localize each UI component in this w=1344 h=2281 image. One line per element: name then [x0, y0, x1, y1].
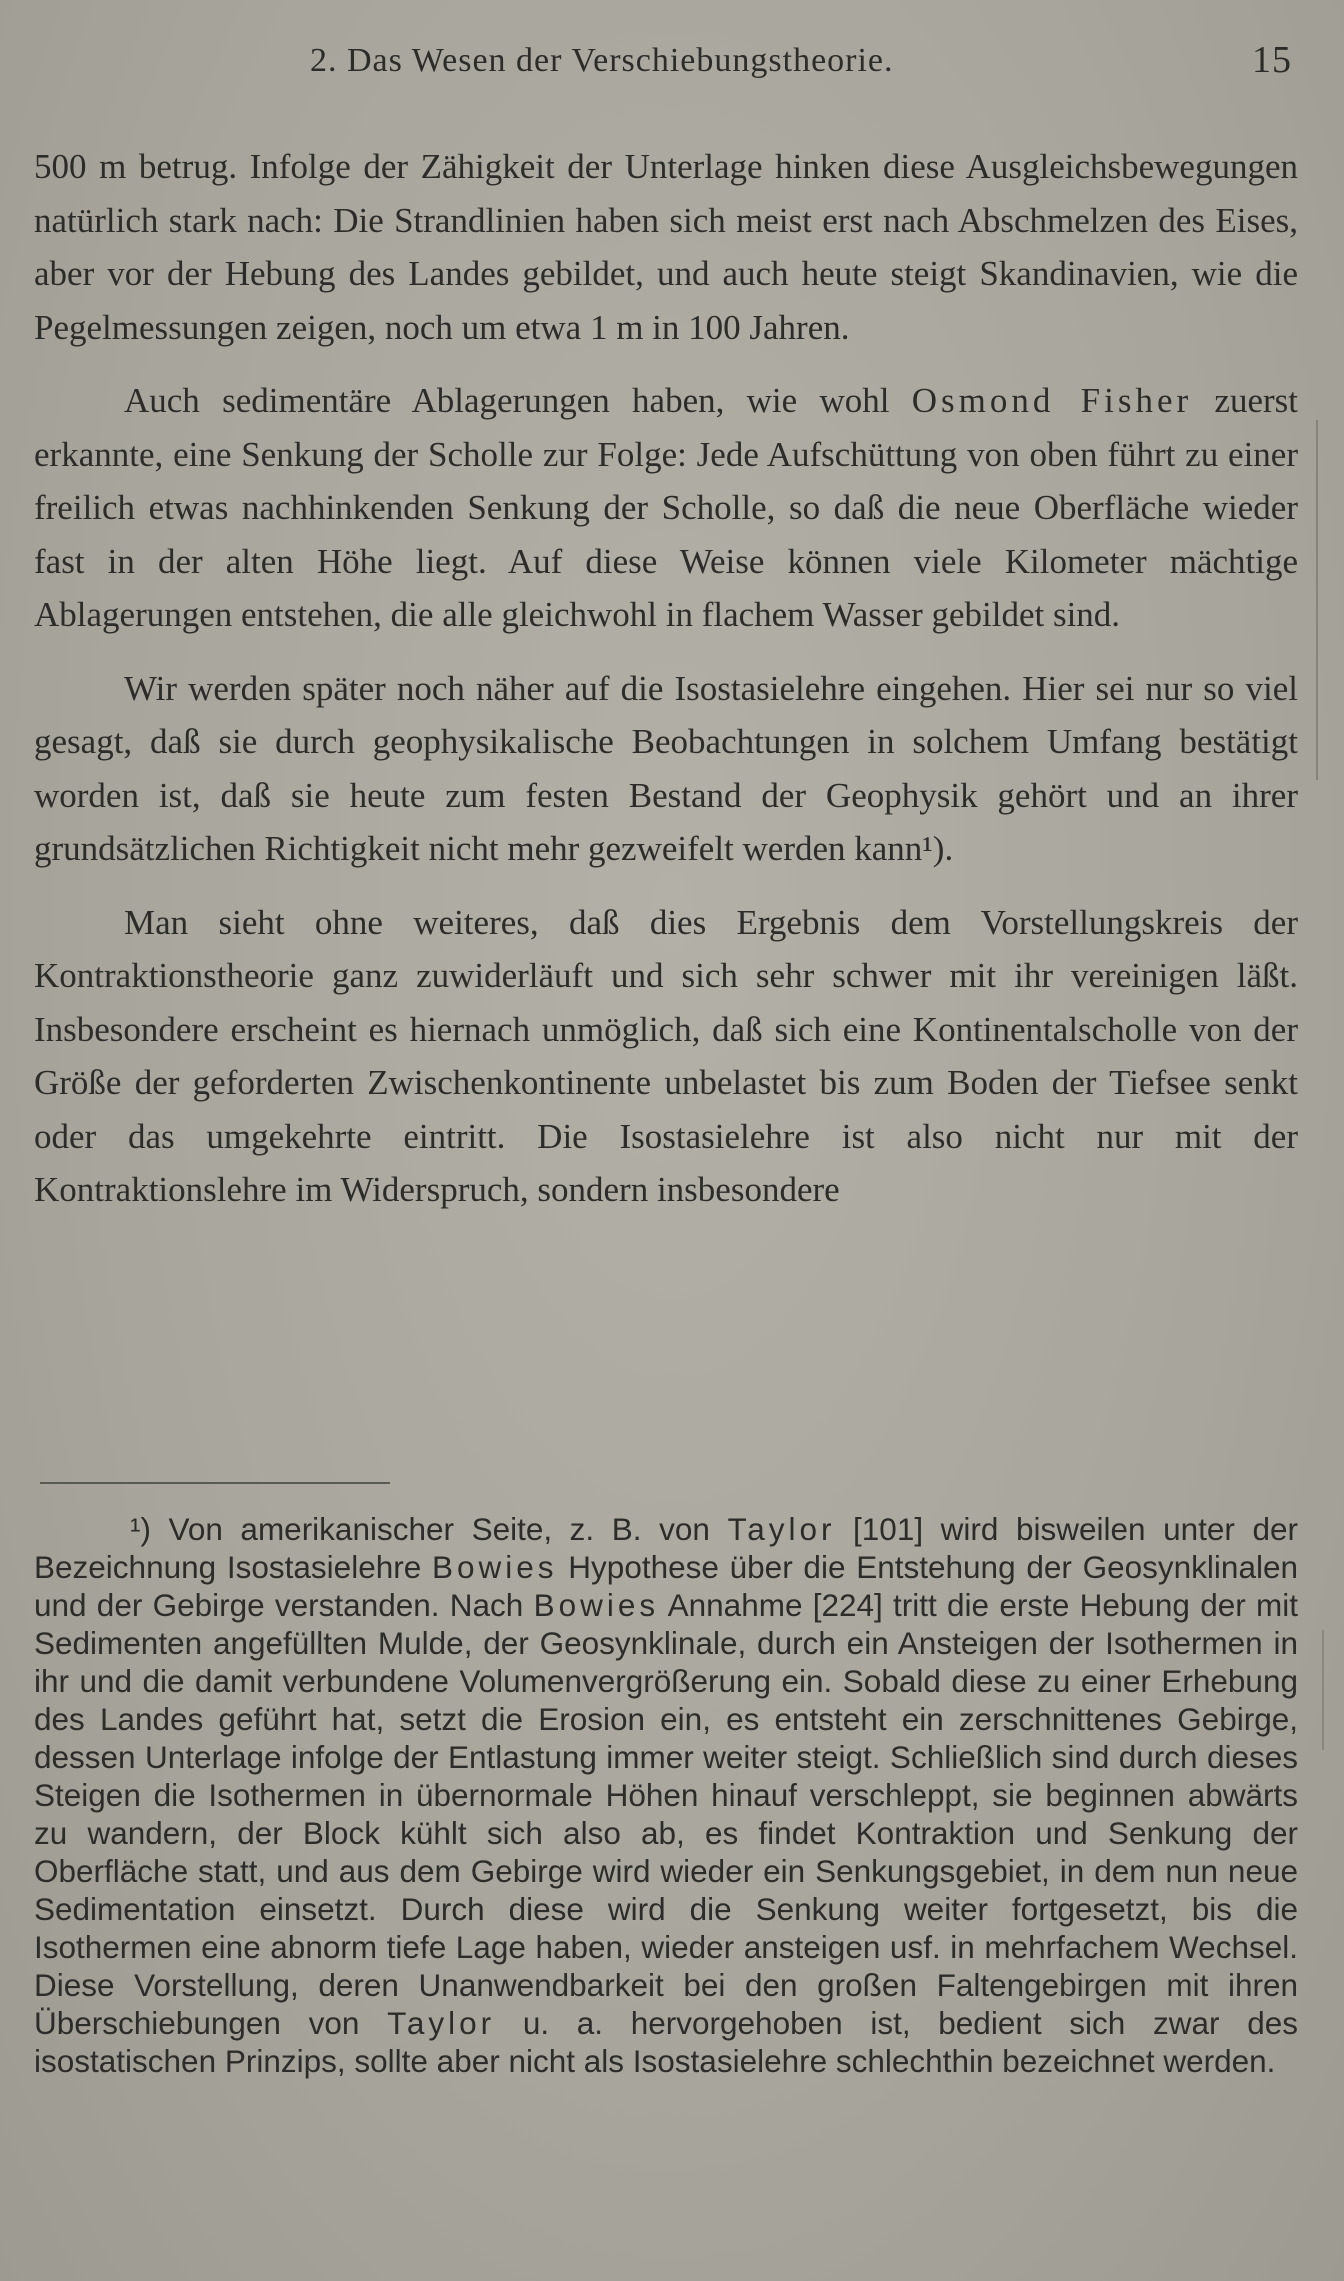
margin-pencil-mark: [1316, 420, 1338, 780]
running-head: [0, 39, 1344, 92]
chapter-title: 2. Das Wesen der Verschiebungstheorie.: [310, 42, 894, 79]
author-name-fisher: Osmond Fisher: [911, 381, 1193, 420]
footnote-text-2: [101] wird bisweilen unter der Bezeichnung Isostasielehre: [34, 1511, 1299, 1585]
footnote-section: [34, 1510, 1298, 2080]
paragraph-4: Man sieht ohne weiteres, daß dies Ergebnis dem Vorstellungskreis der Kontraktionstheorie ganz zuwiderläuft und sich sehr schwer mit ihr vereinigen läßt. Insbesondere erscheint es hiernach unmöglich, daß sich eine Kontinentalscholle von der Größe der geforderten Zwischenkontinente unbelastet bis zum Boden der Tiefsee senkt oder das umgekehrte eintritt. Die Isostasielehre ist also nicht nur mit der Kontraktionslehre im Widerspruch, sondern insbesondere: [34, 902, 1298, 1209]
footnote-1: [34, 1510, 1298, 2080]
paragraph-2-end: zuerst erkannte, eine Senkung der Scholle zur Folge: Jede Aufschüttung von oben führt zu einer freilich etwas nachhinkenden Senkung der Scholle, so daß die neue Oberfläche wieder fast in der alten Höhe liegt. Auf diese Weise können viele Kilometer mächtige Ablagerungen entstehen, die alle gleichwohl in flachem Wasser gebildet sind.: [34, 381, 1298, 634]
author-name-taylor-2: Taylor: [387, 2005, 496, 2041]
footnote-text-3: Hypothese über die Entstehung der Geosynklinalen und der Gebirge verstanden. Nach: [34, 1549, 1299, 1623]
footnote-text-1: ¹) Von amerikanischer Seite, z. B. von: [130, 1511, 728, 1547]
page-number: 15: [1252, 39, 1292, 81]
footnote-text-4: Annahme [224] tritt die erste Hebung der mit Sedimenten angefüllten Mulde, der Geosynklinale, durch ein Ansteigen der Isothermen in ihr und die damit verbundene Volumenvergrößerung ein. Sobald diese zu einer Erhebung des Landes geführt hat, setzt die Erosion ein, es entsteht ein zerschnittenes Gebirge, dessen Unterlage infolge der Entlastung immer weiter steigt. Schließlich sind durch dieses Steigen die Isothermen in übernormale Höhen hinauf verschleppt, sie beginnen abwärts zu wandern, der Block kühlt sich also ab, es findet Kontraktion und Senkung der Oberfläche statt, und aus dem Gebirge wird wieder ein Senkungsgebiet, in dem nun neue Sedimentation einsetzt. Durch diese wird die Senkung weiter fortgesetzt, bis die Isothermen eine abnorm tiefe Lage haben, wieder ansteigen usf. in mehrfachem Wechsel. Diese Vorstellung, deren Unanwendbarkeit bei den großen Faltengebirgen mit ihren Überschiebungen von: [34, 1587, 1298, 2041]
footnote-divider: [40, 1482, 390, 1484]
paragraph-1: 500 m betrug. Infolge der Zähigkeit der Unterlage hinken diese Ausgleichsbewegungen natürlich stark nach: Die Strandlinien haben sich meist erst nach Abschmelzen des Eises, aber vor der Hebung des Landes gebildet, und auch heute steigt Skandinavien, wie die Pegelmessungen zeigen, noch um etwa 1 m in 100 Jahren.: [34, 147, 1298, 347]
author-name-bowie-2: Bowies: [533, 1587, 660, 1623]
main-text: [34, 140, 1298, 1217]
author-name-bowie: Bowies: [432, 1549, 558, 1585]
margin-pencil-mark-2: [1322, 1630, 1334, 1750]
paragraph-2: [34, 374, 1298, 642]
author-name-taylor: Taylor: [727, 1511, 836, 1547]
footnote-text-5: u. a. hervorgehoben ist, bedient sich zwar des isostatischen Prinzips, sollte aber nicht als Isostasielehre schlechthin bezeichnet werden.: [34, 2005, 1298, 2079]
paragraph-2-start: Auch sedimentäre Ablagerungen haben, wie wohl: [124, 381, 912, 420]
paragraph-3: Wir werden später noch näher auf die Isostasielehre eingehen. Hier sei nur so viel gesagt, daß sie durch geophysikalische Beobachtungen in solchem Umfang bestätigt worden ist, daß sie heute zum festen Bestand der Geophysik gehört und an ihrer grundsätzlichen Richtigkeit nicht mehr gezweifelt werden kann¹).: [34, 668, 1298, 868]
